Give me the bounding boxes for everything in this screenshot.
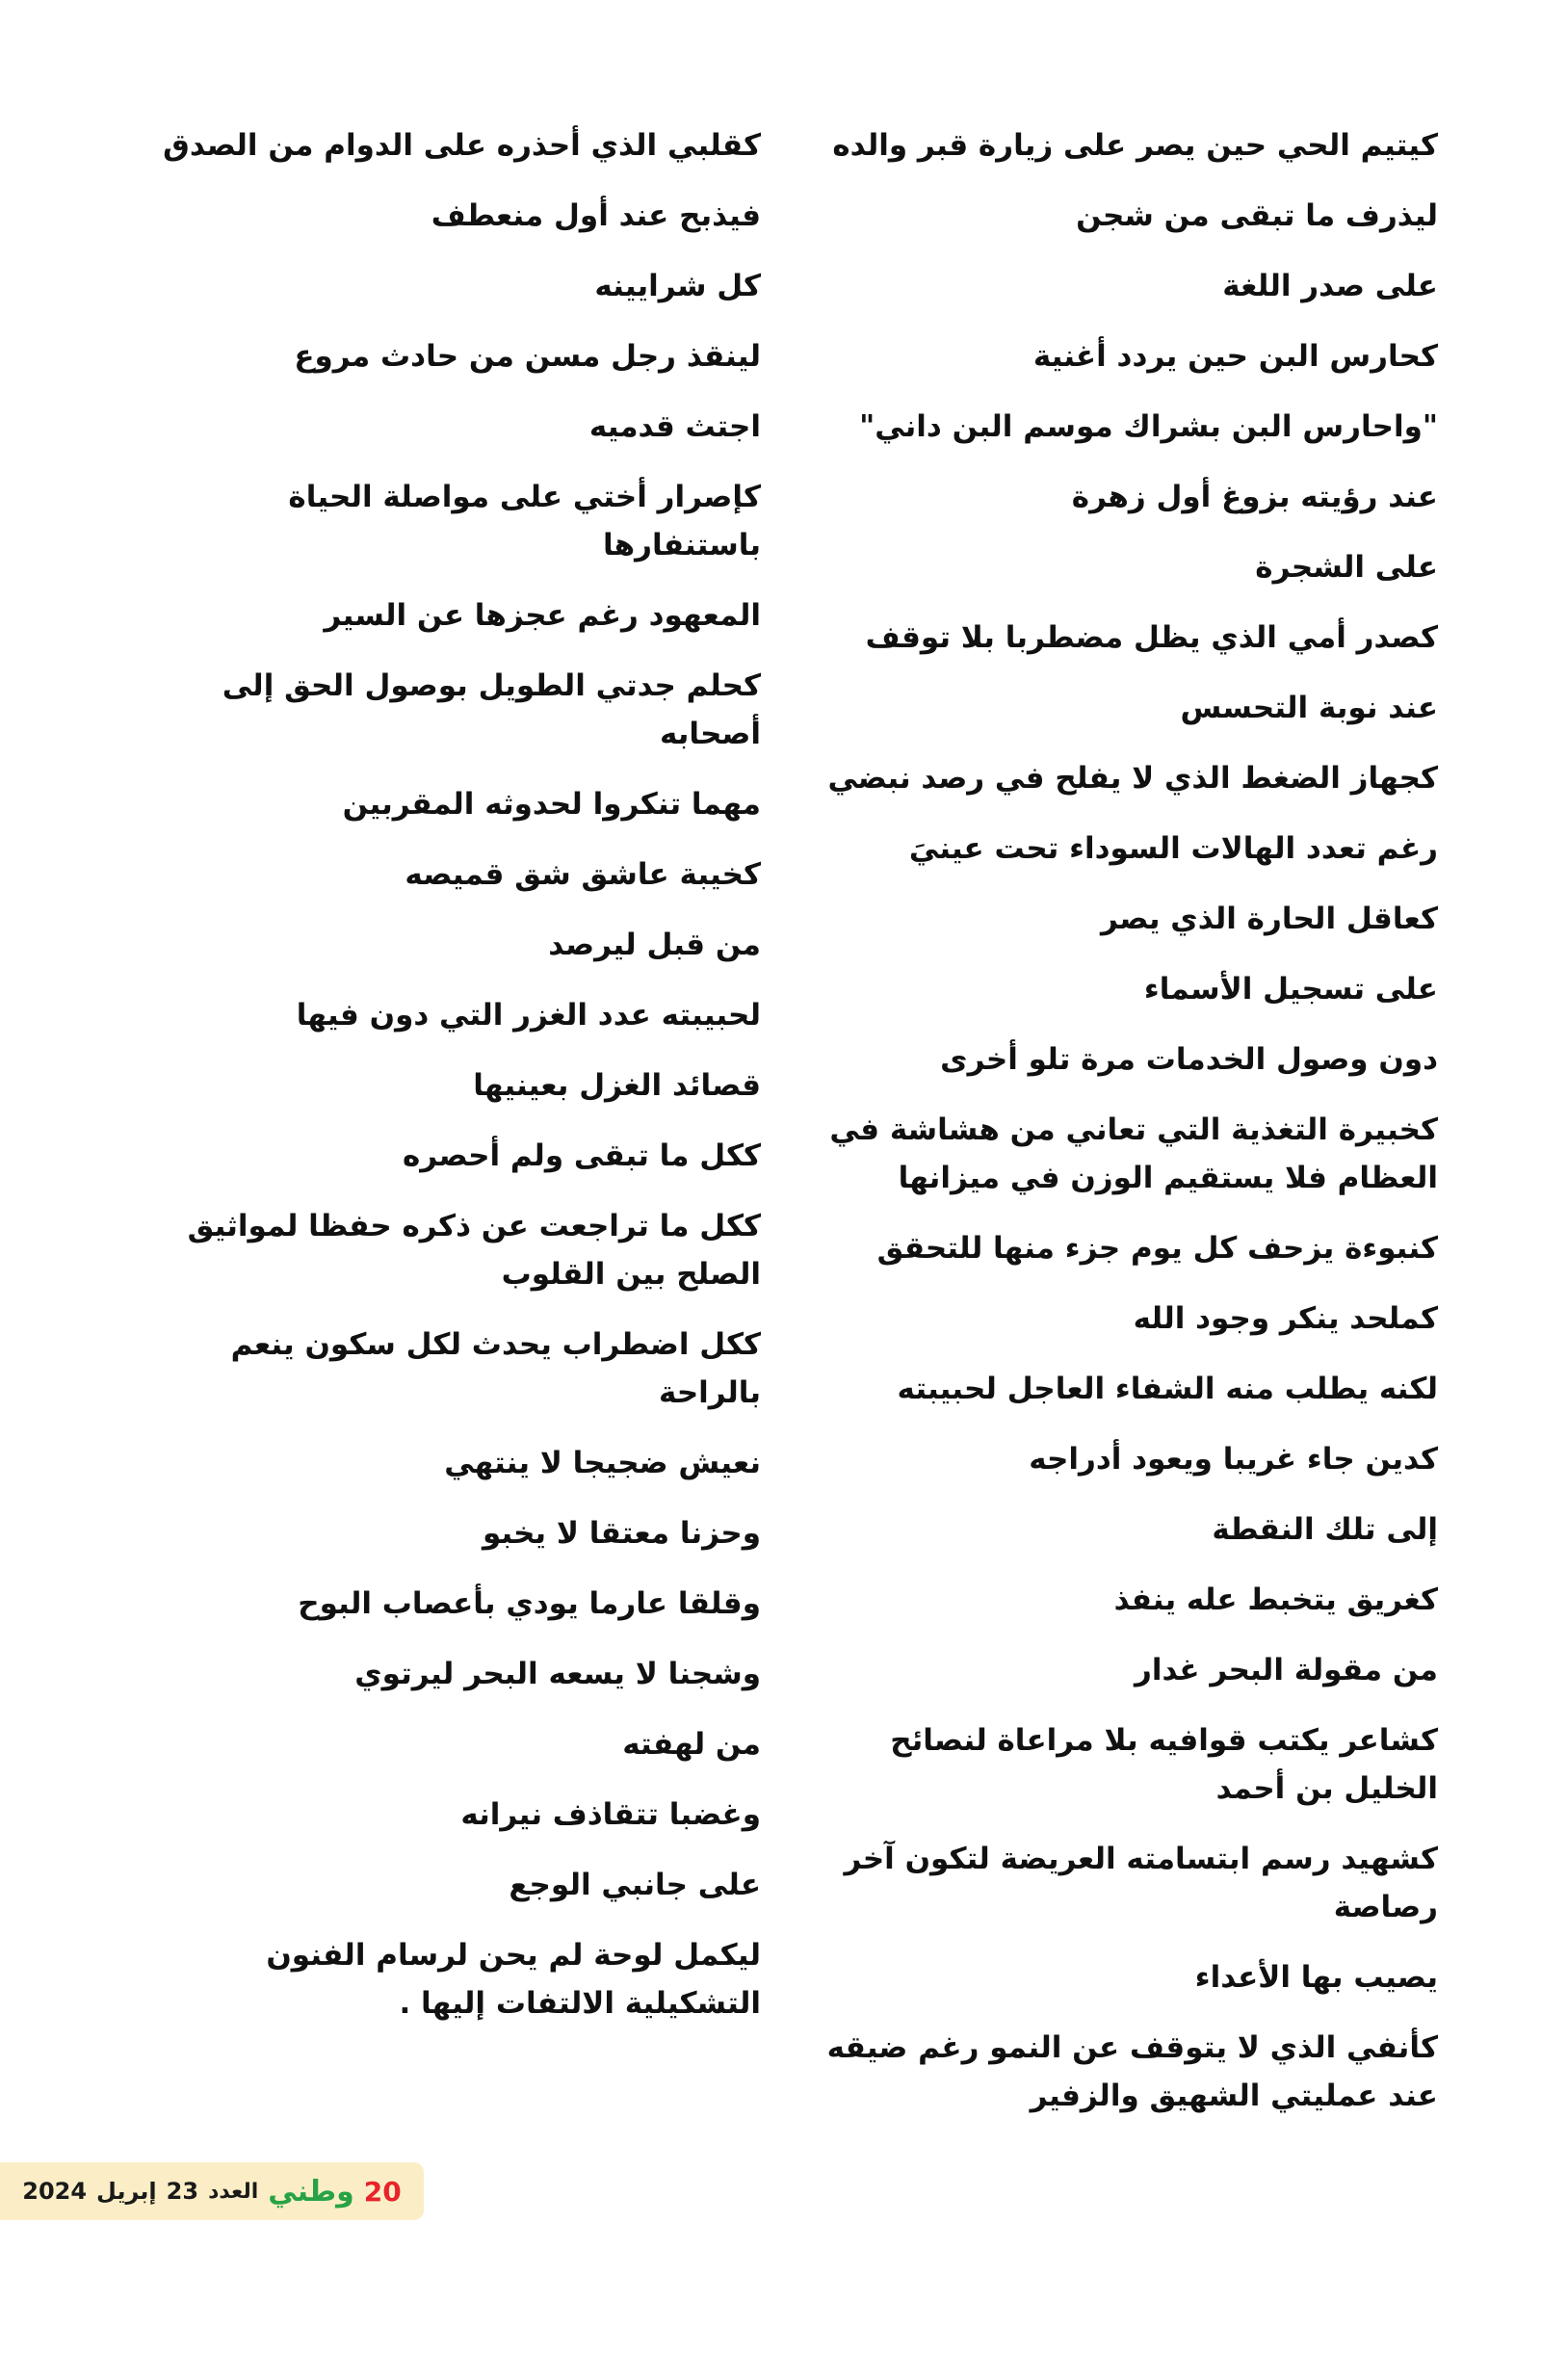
poem-line: عند نوبة التحسس — [1180, 691, 1438, 725]
poem-line: مهما تنكروا لحدوثه المقربين — [342, 787, 761, 822]
poem-line: ليكمل لوحة لم يحن لرسام الفنون التشكيلية الالتفات إليها . — [266, 1938, 761, 2021]
poem-line: كغريق يتخبط عله ينفذ — [1113, 1582, 1438, 1617]
page-number: 20 — [363, 2175, 402, 2208]
poem-line: على تسجيل الأسماء — [1143, 972, 1438, 1007]
poem-line: كخيبة عاشق شق قميصه — [405, 857, 761, 892]
poem-line: كحلم جدتي الطويل بوصول الحق إلى أصحابه — [222, 668, 761, 751]
poem-line: كيتيم الحي حين يصر على زيارة قبر والده — [832, 128, 1438, 163]
poem-line: كجهاز الضغط الذي لا يفلح في رصد نبضي — [827, 761, 1438, 796]
poem-line: كدين جاء غريبا ويعود أدراجه — [1029, 1442, 1438, 1477]
poem-line: المعهود رغم عجزها عن السير — [324, 598, 761, 633]
issue-label: العدد — [208, 2179, 259, 2204]
poem-line: ليذرف ما تبقى من شجن — [1076, 198, 1438, 233]
poem-line: كخبيرة التغذية التي تعاني من هشاشة في العظام فلا يستقيم الوزن في ميزانها — [829, 1112, 1438, 1195]
poem-line: ككل ما تبقى ولم أحصره — [402, 1138, 761, 1173]
poem-line: من مقولة البحر غدار — [1135, 1653, 1438, 1687]
page-footer — [0, 2162, 424, 2220]
poem-line: عند رؤيته بزوغ أول زهرة — [1071, 480, 1438, 514]
poem-line: كإصرار أختي على مواصلة الحياة باستنفارها — [288, 480, 761, 562]
poem-line: فيذبح عند أول منعطف — [431, 198, 761, 233]
poem-line: ككل ما تراجعت عن ذكره حفظا لمواثيق الصلح بين القلوب — [187, 1209, 761, 1292]
poem-line: لينقذ رجل مسن من حادث مروع — [294, 339, 761, 374]
poem-line: كحارس البن حين يردد أغنية — [1032, 339, 1438, 374]
poem-line: من قبل ليرصد — [548, 928, 761, 962]
poem-line: كصدر أمي الذي يظل مضطربا بلا توقف — [865, 620, 1438, 655]
poem-line: وقلقا عارما يودي بأعصاب البوح — [298, 1586, 761, 1621]
poem-line: كعاقل الحارة الذي يصر — [1101, 902, 1438, 936]
poem-line: يصيب بها الأعداء — [1194, 1960, 1438, 1995]
poem-line: على جانبي الوجع — [509, 1868, 761, 1902]
poem-line: على صدر اللغة — [1222, 269, 1438, 303]
poem-line: على الشجرة — [1255, 550, 1438, 585]
poem-line: كشهيد رسم ابتسامته العريضة لتكون آخر رصاصة — [844, 1842, 1438, 1924]
poem-line: كنبوءة يزحف كل يوم جزء منها للتحقق — [876, 1231, 1438, 1266]
poem-line: كأنفي الذي لا يتوقف عن النمو رغم ضيقه عند عمليتي الشهيق والزفير — [826, 2030, 1438, 2113]
poem-line: اجتث قدميه — [588, 409, 761, 444]
poem-line: قصائد الغزل بعينيها — [473, 1068, 761, 1103]
issue-month: إبريل — [96, 2178, 157, 2205]
issue-number: 23 — [166, 2178, 199, 2205]
poem-line: إلى تلك النقطة — [1212, 1512, 1438, 1547]
poem-right-column — [812, 121, 1438, 2142]
poem-line: كل شرايينه — [594, 269, 761, 303]
poem-line: رغم تعدد الهالات السوداء تحت عينيَ — [908, 831, 1438, 866]
poem-line: لكنه يطلب منه الشفاء العاجل لحبيبته — [897, 1372, 1438, 1406]
poem-line: دون وصول الخدمات مرة تلو أخرى — [940, 1042, 1438, 1077]
poem-left-column — [135, 121, 761, 2050]
poem-line: وغضبا تتقاذف نيرانه — [460, 1797, 761, 1832]
poem-line: كشاعر يكتب قوافيه بلا مراعاة لنصائح الخليل بن أحمد — [890, 1723, 1438, 1806]
poem-line: نعيش ضجيجا لا ينتهي — [444, 1446, 761, 1480]
poem-line: "واحارس البن بشراك موسم البن داني" — [859, 409, 1438, 444]
poem-line: وشجنا لا يسعه البحر ليرتوي — [354, 1657, 761, 1691]
issue-year: 2024 — [22, 2178, 88, 2205]
poem-line: من لهفته — [622, 1727, 761, 1762]
poem-line: كملحد ينكر وجود الله — [1133, 1301, 1438, 1336]
magazine-name: وطني — [268, 2174, 354, 2209]
poem-line: لحبيبته عدد الغزر التي دون فيها — [296, 998, 761, 1033]
poem-line: وحزنا معتقا لا يخبو — [482, 1516, 761, 1551]
poem-line: ككل اضطراب يحدث لكل سكون ينعم بالراحة — [230, 1327, 761, 1410]
poem-line: كقلبي الذي أحذره على الدوام من الصدق — [163, 128, 761, 163]
